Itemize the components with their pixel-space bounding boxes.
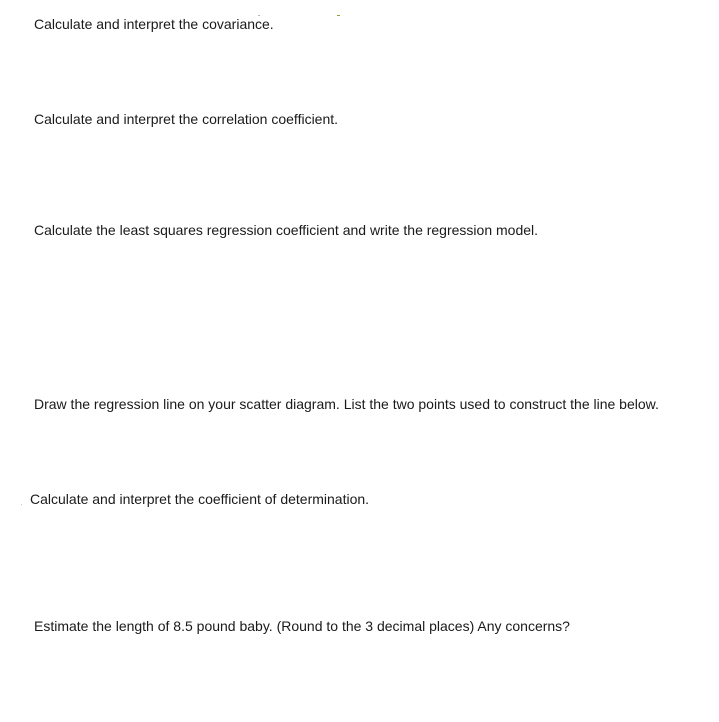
scan-speck [21,504,22,505]
question-correlation-coefficient: Calculate and interpret the correlation coefficient. [34,111,339,127]
question-estimate-length: Estimate the length of 8.5 pound baby. (Round to the 3 decimal places) Any concerns? [34,618,570,634]
question-regression-line: Draw the regression line on your scatter diagram. List the two points used to construct the line below. [34,396,659,412]
question-covariance: Calculate and interpret the covariance. [34,16,274,32]
question-coefficient-of-determination: Calculate and interpret the coefficient of determination. [30,491,370,507]
scan-speck [258,15,260,16]
scan-speck [337,15,340,16]
question-regression-model: Calculate the least squares regression coefficient and write the regression model. [34,222,539,238]
